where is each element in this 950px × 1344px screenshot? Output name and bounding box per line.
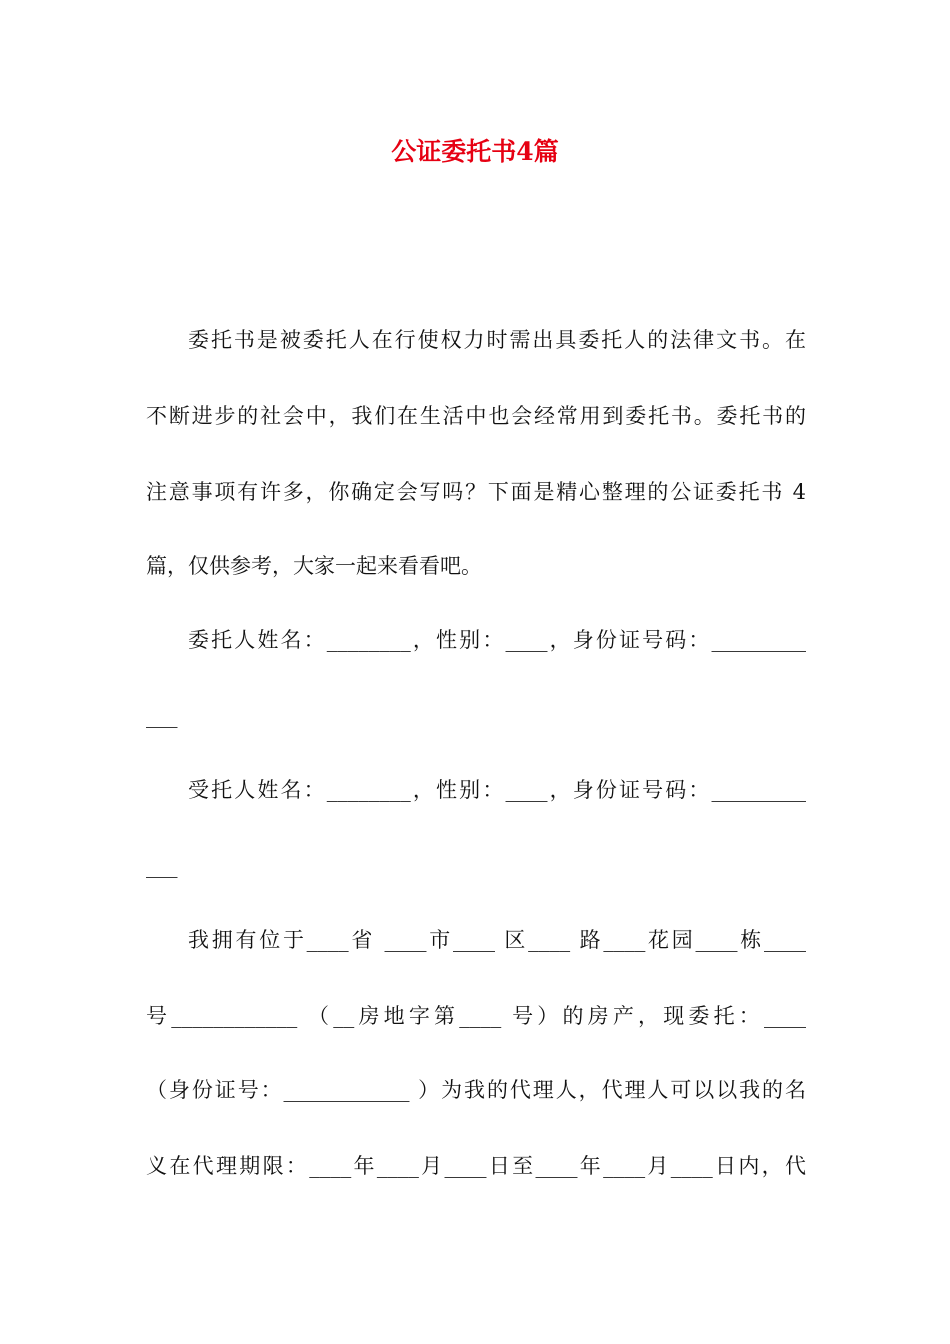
paragraph-line: 委托书是被委托人在行使权力时需出具委托人的法律文书。在: [188, 328, 806, 352]
property-line: 义在代理期限：____年____月____日至____年____月____日内，代: [146, 1154, 806, 1178]
paragraph-line: 篇，仅供参考，大家一起来看看吧。: [146, 554, 482, 578]
principal-info-line: 委托人姓名：________，性别：____，身份证号码：_________: [188, 628, 806, 652]
paragraph-line: 注意事项有许多，你确定会写吗？下面是精心整理的公证委托书 4: [146, 480, 806, 504]
document-title: 公证委托书4篇: [391, 137, 559, 166]
agent-info-line: 受托人姓名：________，性别：____，身份证号码：_________: [188, 778, 806, 802]
property-line: （身份证号：____________ ）为我的代理人，代理人可以以我的名: [146, 1078, 806, 1102]
paragraph-line: 不断进步的社会中，我们在生活中也会经常用到委托书。委托书的: [146, 404, 806, 428]
property-line: 号____________ （__房地字第____ 号）的房产，现委托：____: [146, 1004, 806, 1028]
property-line: 我拥有位于____省 ____市____ 区____ 路____花园____栋____: [188, 928, 806, 952]
agent-info-continuation: ___: [146, 854, 178, 878]
principal-info-continuation: ___: [146, 704, 178, 728]
